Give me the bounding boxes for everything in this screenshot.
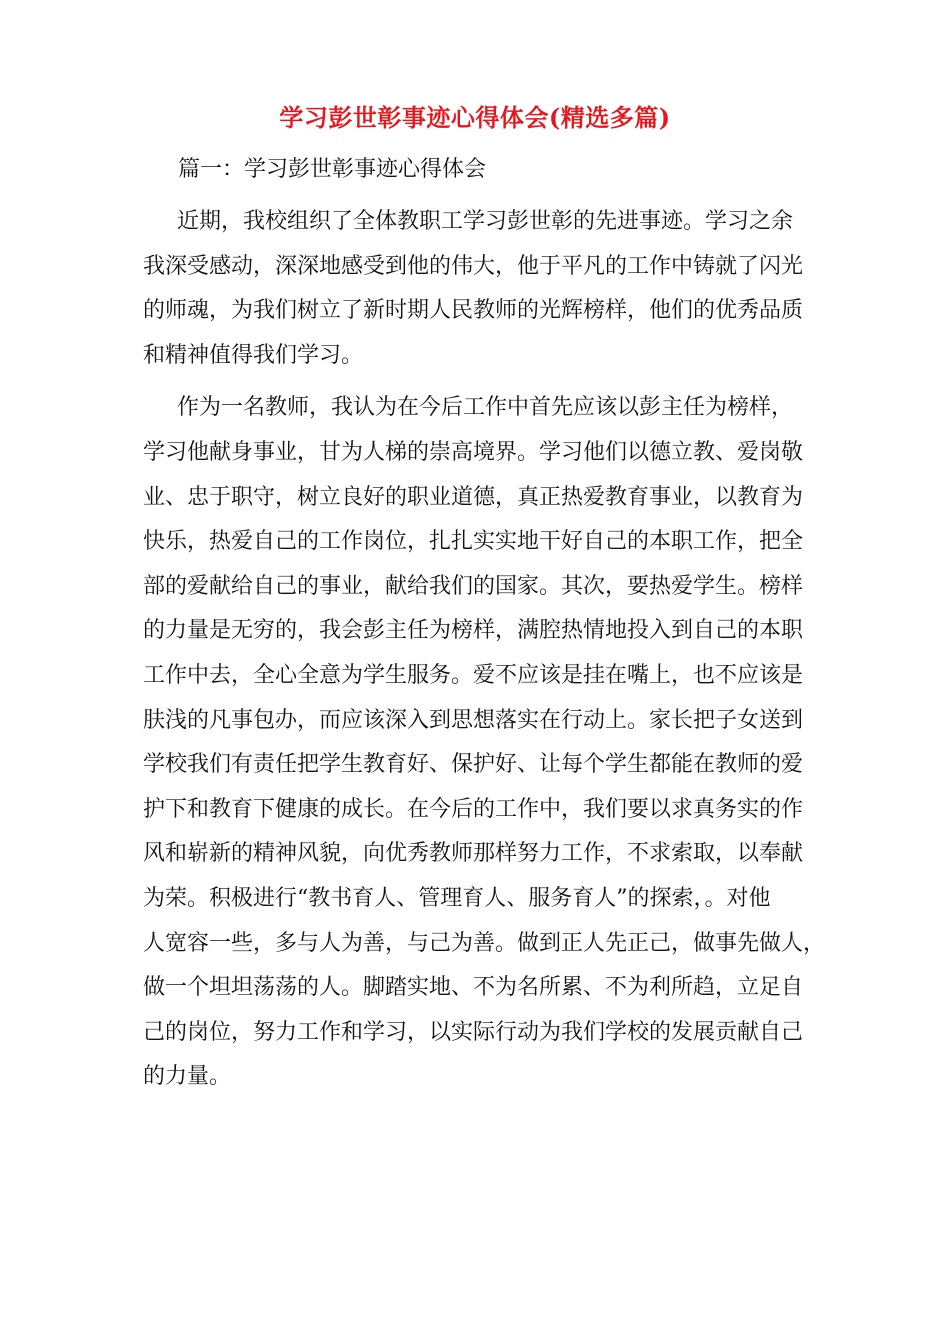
text-line: 学校我们有责任把学生教育好、保护好、让每个学生都能在教师的爱 xyxy=(143,752,804,778)
text-line: 风和崭新的精神风貌，向优秀教师那样努力工作，不求索取，以奉献 xyxy=(143,841,804,867)
text-line: 为荣。积极进行“教书育人、管理育人、服务育人”的探索，。对他 xyxy=(143,885,771,911)
text-line: 护下和教育下健康的成长。在今后的工作中，我们要以求真务实的作 xyxy=(143,796,804,822)
document-title: 学习彭世彰事迹心得体会(精选多篇) xyxy=(279,103,671,132)
document-body xyxy=(143,200,826,1100)
text-line: 的力量。 xyxy=(143,1064,232,1090)
paragraph-1 xyxy=(143,200,821,378)
text-line: 己的岗位，努力工作和学习，以实际行动为我们学校的发展贡献自己 xyxy=(143,1019,804,1045)
section-heading: 篇一：学习彭世彰事迹心得体会 xyxy=(178,157,487,182)
text-line: 快乐，热爱自己的工作岗位，扎扎实实地干好自己的本职工作，把全 xyxy=(143,529,804,555)
text-line: 学习他献身事业，甘为人梯的崇高境界。学习他们以德立教、爱岗敬 xyxy=(143,439,804,465)
paragraph-gap xyxy=(143,378,821,386)
text-line: 和精神值得我们学习。 xyxy=(143,342,364,368)
text-line: 做一个坦坦荡荡的人。脚踏实地、不为名所累、不为利所趋，立足自 xyxy=(143,975,804,1001)
text-line: 我深受感动，深深地感受到他的伟大，他于平凡的工作中铸就了闪光 xyxy=(143,253,804,279)
text-line: 部的爱献给自己的事业，献给我们的国家。其次，要热爱学生。榜样 xyxy=(143,573,804,599)
text-line: 人宽容一些，多与人为善，与己为善。做到正人先正己，做事先做人， xyxy=(143,930,826,956)
text-line: 作为一名教师，我认为在今后工作中首先应该以彭主任为榜样， xyxy=(177,395,794,421)
text-line: 业、忠于职守，树立良好的职业道德，真正热爱教育事业，以教育为 xyxy=(143,484,804,510)
paragraph-2 xyxy=(143,386,826,1100)
text-line: 工作中去，全心全意为学生服务。爱不应该是挂在嘴上，也不应该是 xyxy=(143,662,804,688)
text-line: 的力量是无穷的，我会彭主任为榜样，满腔热情地投入到自己的本职 xyxy=(143,618,804,644)
text-line: 近期，我校组织了全体教职工学习彭世彰的先进事迹。学习之余 xyxy=(177,209,794,234)
text-line: 肤浅的凡事包办，而应该深入到思想落实在行动上。家长把子女送到 xyxy=(143,707,804,733)
text-line: 的师魂，为我们树立了新时期人民教师的光辉榜样，他们的优秀品质 xyxy=(143,298,804,324)
